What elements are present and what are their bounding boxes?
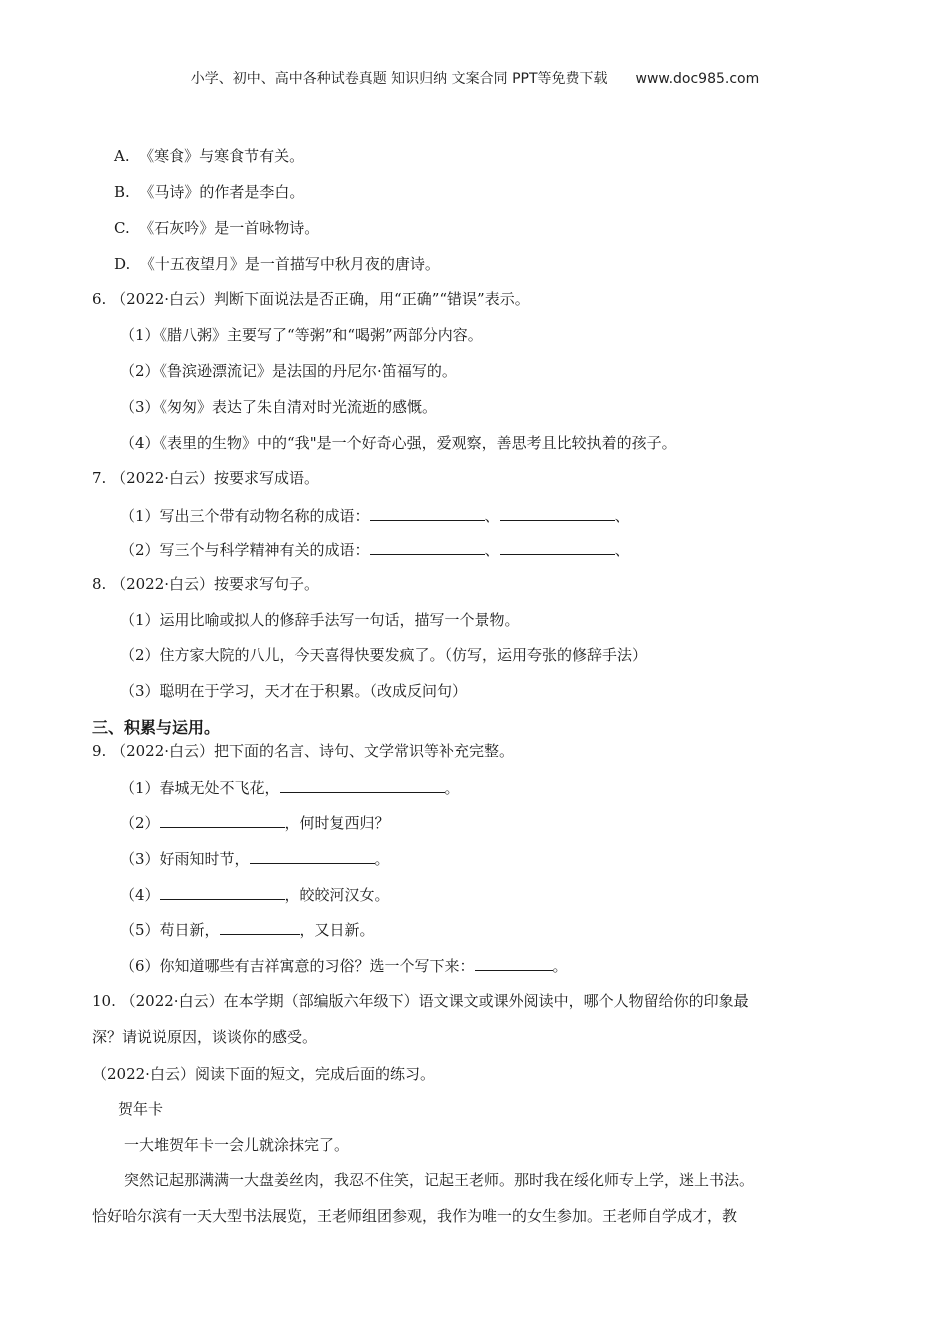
reading-paragraph: 恰好哈尔滨有一天大型书法展览，王老师组团参观，我作为唯一的女生参加。王老师自学成才，教 — [92, 1207, 738, 1225]
option-c — [114, 218, 319, 238]
item-text: ，皎皎河汉女。 — [284, 886, 390, 904]
separator: 、 — [614, 541, 630, 559]
question-8-stem: 8. （2022·白云）按要求写句子。 — [92, 575, 320, 593]
option-label: C. — [114, 219, 130, 237]
option-label: D. — [114, 255, 131, 273]
question-6-item: （1）《腊八粥》主要写了“等粥”和“喝粥”两部分内容。 — [120, 326, 483, 344]
item-text: （2）写三个与科学精神有关的成语： — [120, 541, 370, 559]
answer-blank[interactable] — [160, 885, 285, 900]
reading-paragraph: 一大堆贺年卡一会儿就涂抹完了。 — [124, 1136, 350, 1154]
item-text: （4） — [120, 886, 160, 904]
question-9-item-1 — [120, 778, 460, 798]
item-text: （3）好雨知时节， — [120, 850, 250, 868]
item-text: ，又日新。 — [299, 921, 375, 939]
separator: 、 — [484, 541, 500, 559]
question-9-item-3 — [120, 849, 390, 869]
answer-blank[interactable] — [370, 506, 485, 521]
question-9-item-4 — [120, 885, 390, 905]
question-7-item-2 — [120, 540, 630, 560]
section-3-heading: 三、积累与运用。 — [92, 718, 221, 737]
question-8-item: （2）住方家大院的八儿，今天喜得快要发疯了。（仿写，运用夸张的修辞手法） — [120, 646, 648, 664]
item-text: （2） — [120, 814, 160, 832]
separator: 、 — [614, 507, 630, 525]
item-text: 。 — [374, 850, 390, 868]
question-6-item: （2）《鲁滨逊漂流记》是法国的丹尼尔·笛福写的。 — [120, 362, 457, 380]
header-url[interactable]: www.doc985.com — [635, 71, 760, 87]
question-9-item-6 — [120, 956, 568, 976]
question-10-line: 深？请说说原因，谈谈你的感受。 — [92, 1028, 318, 1046]
reading-title: 贺年卡 — [118, 1100, 164, 1118]
question-10-line: 10. （2022·白云）在本学期（部编版六年级下）语文课文或课外阅读中，哪个人物留给你的印象最 — [92, 992, 749, 1010]
option-label: B. — [114, 183, 130, 201]
header-text: 小学、初中、高中各种试卷真题 知识归纳 文案合同 PPT等免费下载 — [190, 71, 608, 87]
question-6-item: （4）《表里的生物》中的“我"是一个好奇心强，爱观察，善思考且比较执着的孩子。 — [120, 434, 677, 452]
question-6-item: （3）《匆匆》表达了朱自清对时光流逝的感慨。 — [120, 398, 438, 416]
answer-blank[interactable] — [250, 849, 375, 864]
separator: 、 — [484, 507, 500, 525]
option-label: A. — [114, 147, 130, 165]
item-text: （1）春城无处不飞花， — [120, 779, 280, 797]
answer-blank[interactable] — [370, 540, 485, 555]
item-text: （5）苟日新， — [120, 921, 220, 939]
page-header — [0, 68, 950, 88]
question-9-item-2 — [120, 813, 390, 833]
option-text: 《石灰吟》是一首咏物诗。 — [139, 219, 320, 237]
answer-blank[interactable] — [220, 920, 300, 935]
question-8-item: （1）运用比喻或拟人的修辞手法写一句话，描写一个景物。 — [120, 611, 520, 629]
reading-intro: （2022·白云）阅读下面的短文，完成后面的练习。 — [92, 1065, 435, 1083]
question-7-item-1 — [120, 506, 630, 526]
answer-blank[interactable] — [160, 813, 285, 828]
option-a — [114, 146, 304, 166]
question-6-stem: 6. （2022·白云）判断下面说法是否正确，用“正确”“错误”表示。 — [92, 290, 530, 308]
answer-blank[interactable] — [500, 506, 615, 521]
item-text: ，何时复西归？ — [284, 814, 390, 832]
question-9-stem: 9. （2022·白云）把下面的名言、诗句、文学常识等补充完整。 — [92, 742, 515, 760]
item-text: 。 — [552, 957, 568, 975]
option-b — [114, 182, 304, 202]
option-text: 《十五夜望月》是一首描写中秋月夜的唐诗。 — [139, 255, 440, 273]
item-text: （6）你知道哪些有吉祥寓意的习俗？选一个写下来： — [120, 957, 475, 975]
answer-blank[interactable] — [280, 778, 445, 793]
reading-paragraph: 突然记起那满满一大盘姜丝肉，我忍不住笑，记起王老师。那时我在绥化师专上学，迷上书法。 — [124, 1171, 755, 1189]
answer-blank[interactable] — [475, 956, 553, 971]
item-text: 。 — [444, 779, 460, 797]
question-8-item: （3）聪明在于学习，天才在于积累。（改成反问句） — [120, 682, 468, 700]
question-7-stem: 7. （2022·白云）按要求写成语。 — [92, 469, 320, 487]
question-9-item-5 — [120, 920, 375, 940]
option-d — [114, 254, 440, 274]
option-text: 《马诗》的作者是李白。 — [139, 183, 305, 201]
option-text: 《寒食》与寒食节有关。 — [139, 147, 305, 165]
answer-blank[interactable] — [500, 540, 615, 555]
item-text: （1）写出三个带有动物名称的成语： — [120, 507, 370, 525]
